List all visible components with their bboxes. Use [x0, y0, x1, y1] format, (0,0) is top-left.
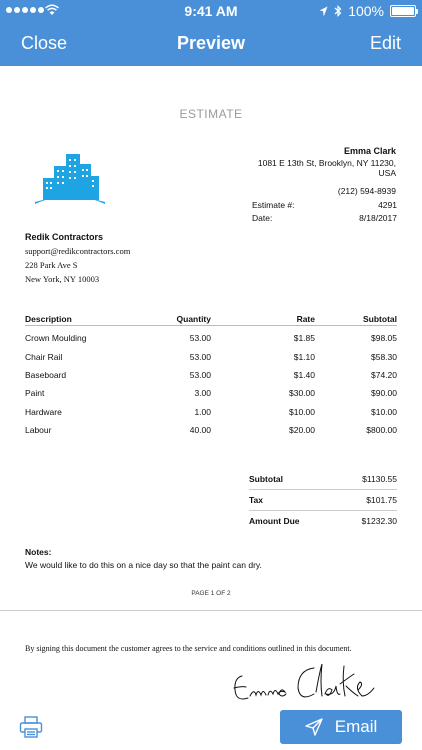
item-subtotal: $800.00: [366, 425, 397, 436]
battery-level: [392, 7, 414, 15]
tax-value: $101.75: [366, 495, 397, 505]
company-name: Redik Contractors: [25, 232, 104, 242]
company-info: [25, 230, 130, 286]
estimate-number-row: [252, 200, 397, 213]
date-row: [252, 213, 397, 226]
city-buildings-logo: [33, 152, 107, 208]
printer-icon[interactable]: [19, 716, 43, 738]
item-rate: $1.85: [293, 333, 315, 344]
document-title: ESTIMATE: [179, 107, 243, 121]
item-quantity: 53.00: [189, 351, 211, 362]
subtotal-value: $1130.55: [362, 473, 397, 484]
client-address-line1: 1081 E 13th St, Brooklyn, NY 11230,: [257, 158, 396, 168]
item-rate: $20.00: [289, 425, 315, 436]
nav-bar: [0, 22, 422, 66]
column-header: Subtotal: [363, 313, 397, 324]
send-icon: [305, 718, 323, 736]
table-row: [25, 421, 397, 439]
subtotal-row: [249, 468, 397, 489]
edit-button[interactable]: Edit: [369, 33, 401, 53]
notes-label: Notes:: [25, 547, 52, 557]
page-title: Preview: [176, 33, 246, 53]
table-row: [25, 329, 397, 347]
table-row: [25, 384, 397, 402]
column-header: Rate: [296, 313, 315, 324]
client-address-line2: USA: [378, 168, 396, 178]
amount-due-row: [249, 510, 397, 531]
location-arrow-icon: [319, 6, 328, 17]
company-email: support@redikcontractors.com: [25, 246, 131, 256]
estimate-document: [0, 66, 422, 706]
item-subtotal: $74.20: [371, 369, 397, 380]
email-button-label: Email: [334, 717, 378, 736]
amount-due-value: $1232.30: [361, 516, 397, 526]
battery-icon: [390, 5, 416, 17]
item-subtotal: $10.00: [371, 406, 397, 417]
customer-signature: [228, 662, 376, 710]
item-description: Chair Rail: [25, 351, 63, 362]
status-bar: [0, 0, 422, 22]
client-phone: (212) 594-8939: [337, 186, 396, 196]
company-city: New York, NY 10003: [25, 274, 100, 284]
tax-label: Tax: [249, 495, 264, 505]
notes-section: [25, 546, 262, 572]
item-rate: $10.00: [289, 406, 315, 417]
tax-row: [249, 489, 397, 510]
table-header: [25, 312, 397, 326]
item-description: Crown Moulding: [25, 333, 87, 344]
line-items-table: [25, 312, 397, 439]
close-button[interactable]: Close: [21, 33, 68, 53]
item-subtotal: $58.30: [371, 351, 397, 362]
item-quantity: 3.00: [194, 388, 211, 399]
date-value: 8/18/2017: [359, 213, 397, 223]
item-rate: $1.40: [293, 369, 315, 380]
subtotal-label: Subtotal: [249, 473, 283, 484]
column-header: Quantity: [176, 313, 211, 324]
client-name: Emma Clark: [343, 146, 396, 156]
page-number: PAGE 1 OF 2: [191, 590, 231, 597]
item-description: Hardware: [25, 406, 62, 417]
page-divider: [0, 610, 422, 611]
item-subtotal: $98.05: [371, 333, 397, 344]
item-quantity: 40.00: [189, 425, 211, 436]
column-header: Description: [25, 313, 72, 324]
table-row: [25, 347, 397, 365]
item-subtotal: $90.00: [371, 388, 397, 399]
totals-block: [249, 468, 397, 531]
item-description: Paint: [25, 388, 45, 399]
item-quantity: 53.00: [189, 369, 211, 380]
battery-percent: 100%: [348, 3, 384, 19]
date-label: Date:: [252, 213, 273, 223]
estimate-number-value: 4291: [378, 200, 397, 210]
status-time: 9:41 AM: [184, 3, 238, 19]
amount-due-label: Amount Due: [249, 516, 300, 526]
item-rate: $1.10: [293, 351, 315, 362]
company-street: 228 Park Ave S: [25, 260, 78, 270]
table-row: [25, 403, 397, 421]
item-description: Baseboard: [25, 369, 67, 380]
bottom-toolbar: [0, 706, 422, 750]
table-row: [25, 366, 397, 384]
email-button[interactable]: [280, 710, 402, 744]
item-quantity: 53.00: [189, 333, 211, 344]
item-quantity: 1.00: [194, 406, 211, 417]
estimate-number-label: Estimate #:: [252, 200, 295, 210]
notes-text: We would like to do this on a nice day so that the paint can dry.: [25, 560, 262, 570]
item-description: Labour: [25, 425, 52, 436]
top-bar: [0, 0, 422, 66]
agreement-text: By signing this document the customer agrees to the service and conditions outlined in this document.: [25, 644, 352, 653]
item-rate: $30.00: [289, 388, 315, 399]
bluetooth-icon: [334, 5, 342, 17]
estimate-meta: [252, 200, 397, 226]
client-info: [258, 146, 396, 196]
